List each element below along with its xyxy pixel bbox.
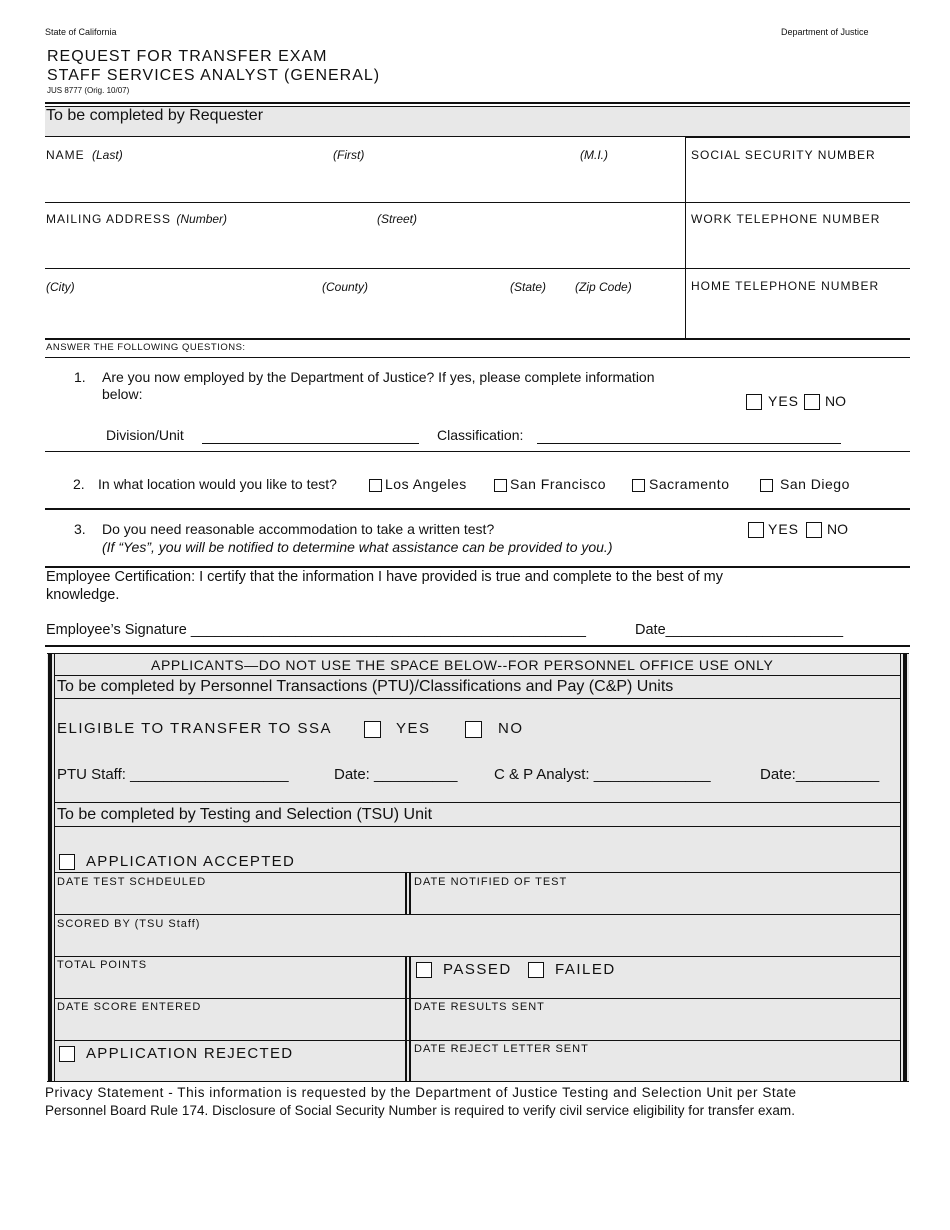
application-accepted-label: APPLICATION ACCEPTED: [86, 853, 296, 870]
eligible-yes-checkbox[interactable]: [364, 721, 381, 738]
total-points-field[interactable]: TOTAL POINTS: [57, 959, 148, 971]
divider: [45, 645, 910, 647]
divider: [55, 1040, 900, 1041]
failed-checkbox[interactable]: [528, 962, 544, 978]
divider: [45, 268, 910, 269]
q1-no-label: NO: [825, 393, 846, 409]
divider: [45, 357, 910, 358]
eligible-no-label: NO: [498, 720, 524, 737]
classification-label: Classification:: [437, 427, 524, 443]
date-reject-letter-field[interactable]: DATE REJECT LETTER SENT: [414, 1043, 589, 1055]
number-label: (Number): [176, 212, 228, 226]
date-score-entered-field[interactable]: DATE SCORE ENTERED: [57, 1001, 202, 1013]
city-field[interactable]: (City): [46, 280, 75, 294]
requester-section-title: To be completed by Requester: [46, 107, 264, 124]
form-title-line2: STAFF SERVICES ANALYST (GENERAL): [47, 67, 381, 84]
q1-yes-checkbox[interactable]: [746, 394, 762, 410]
divider: [409, 872, 411, 914]
divider: [45, 451, 910, 452]
divider: [55, 998, 900, 999]
zip-field[interactable]: (Zip Code): [575, 280, 632, 294]
first-name-label: (First): [333, 148, 365, 162]
passed-checkbox[interactable]: [416, 962, 432, 978]
ssn-field[interactable]: SOCIAL SECURITY NUMBER: [691, 148, 876, 162]
q3-yes-label: YES: [768, 521, 800, 537]
divider: [45, 102, 910, 104]
q3-no-label: NO: [827, 521, 848, 537]
divider: [47, 653, 909, 654]
division-unit-input[interactable]: [202, 443, 419, 444]
application-rejected-label: APPLICATION REJECTED: [86, 1045, 294, 1062]
mailing-address-label: MAILING ADDRESS: [46, 212, 172, 226]
last-name-label: (Last): [92, 148, 123, 162]
questions-heading: ANSWER THE FOLLOWING QUESTIONS:: [46, 342, 246, 353]
certification-text: Employee Certification: I certify that the information I have provided is true and complete to the best of my: [46, 569, 724, 585]
division-unit-label: Division/Unit: [106, 427, 184, 443]
passed-label: PASSED: [443, 961, 512, 978]
san-diego-checkbox[interactable]: [760, 479, 773, 492]
question-1-number: 1.: [74, 369, 86, 385]
divider: [405, 872, 407, 914]
tsu-section-title: To be completed by Testing and Selection (TSU) Unit: [57, 806, 433, 823]
certification-text-cont: knowledge.: [46, 587, 120, 603]
question-1-text: Are you now employed by the Department of Justice? If yes, please complete information: [102, 369, 655, 385]
office-use-banner: APPLICANTS—DO NOT USE THE SPACE BELOW--FOR PERSONNEL OFFICE USE ONLY: [151, 657, 774, 673]
divider: [45, 508, 910, 510]
form-title-line1: REQUEST FOR TRANSFER EXAM: [47, 48, 328, 65]
divider: [55, 698, 900, 699]
divider: [55, 802, 900, 803]
divider: [55, 826, 900, 827]
q1-yes-label: YES: [768, 393, 800, 409]
q3-no-checkbox[interactable]: [806, 522, 822, 538]
work-phone-field[interactable]: WORK TELEPHONE NUMBER: [691, 212, 881, 226]
employee-date-field[interactable]: Date______________________: [635, 622, 844, 638]
sacramento-checkbox[interactable]: [632, 479, 645, 492]
name-field[interactable]: [46, 148, 123, 162]
scored-by-field[interactable]: SCORED BY (TSU Staff): [57, 918, 201, 930]
employee-signature-field[interactable]: Employee’s Signature _________________________________________________: [46, 622, 586, 638]
divider: [55, 914, 900, 915]
privacy-statement-cont: Personnel Board Rule 174. Disclosure of Social Security Number is required to verify civil service eligibility for transfer exam.: [45, 1103, 795, 1118]
los-angeles-checkbox[interactable]: [369, 479, 382, 492]
name-label: NAME: [46, 148, 85, 162]
cp-analyst-field[interactable]: C & P Analyst: ______________: [494, 766, 711, 783]
ptu-section-title: To be completed by Personnel Transactions (PTU)/Classifications and Pay (C&P) Units: [57, 678, 674, 695]
divider: [405, 956, 407, 1081]
middle-initial-label: (M.I.): [580, 148, 608, 162]
application-rejected-checkbox[interactable]: [59, 1046, 75, 1062]
eligible-no-checkbox[interactable]: [465, 721, 482, 738]
los-angeles-label: Los Angeles: [385, 476, 467, 492]
question-1-text-cont: below:: [102, 386, 143, 402]
eligible-label: ELIGIBLE TO TRANSFER TO SSA: [57, 720, 333, 737]
divider: [55, 675, 900, 676]
divider: [685, 137, 686, 338]
divider: [903, 653, 907, 1081]
form-number: JUS 8777 (Orig. 10/07): [47, 86, 130, 95]
date-test-scheduled-field[interactable]: DATE TEST SCHDEULED: [57, 876, 207, 888]
divider: [409, 956, 411, 1081]
question-2-text: In what location would you like to test?: [98, 476, 337, 492]
question-3-note: (If “Yes”, you will be notified to determine what assistance can be provided to you.): [102, 539, 613, 555]
divider: [55, 956, 900, 957]
state-label: State of California: [45, 27, 117, 37]
date-notified-field[interactable]: DATE NOTIFIED OF TEST: [414, 876, 568, 888]
mailing-address-field[interactable]: [46, 212, 227, 226]
failed-label: FAILED: [555, 961, 616, 978]
san-diego-label: San Diego: [780, 476, 850, 492]
divider: [54, 653, 55, 1081]
department-label: Department of Justice: [781, 27, 869, 37]
privacy-statement: Privacy Statement - This information is requested by the Department of Justice Testing and Selection Unit per State: [45, 1085, 797, 1100]
home-phone-field[interactable]: HOME TELEPHONE NUMBER: [691, 279, 880, 293]
eligible-yes-label: YES: [396, 720, 431, 737]
sacramento-label: Sacramento: [649, 476, 730, 492]
ptu-date-field[interactable]: Date: __________: [334, 766, 458, 783]
divider: [900, 653, 901, 1081]
street-label: (Street): [377, 212, 418, 226]
san-francisco-checkbox[interactable]: [494, 479, 507, 492]
san-francisco-label: San Francisco: [510, 476, 606, 492]
divider: [45, 338, 910, 340]
divider: [55, 872, 900, 873]
cp-date-field[interactable]: Date:__________: [760, 766, 880, 783]
state-field[interactable]: (State): [510, 280, 547, 294]
question-2-number: 2.: [73, 476, 85, 492]
divider: [45, 566, 910, 568]
question-3-text: Do you need reasonable accommodation to take a written test?: [102, 521, 495, 537]
divider: [47, 1081, 909, 1082]
divider: [48, 653, 52, 1081]
ptu-staff-field[interactable]: PTU Staff: ___________________: [57, 766, 289, 783]
county-field[interactable]: (County): [322, 280, 369, 294]
divider: [45, 202, 910, 203]
question-3-number: 3.: [74, 521, 86, 537]
q1-no-checkbox[interactable]: [804, 394, 820, 410]
date-results-sent-field[interactable]: DATE RESULTS SENT: [414, 1001, 545, 1013]
divider: [685, 137, 910, 138]
application-accepted-checkbox[interactable]: [59, 854, 75, 870]
classification-input[interactable]: [537, 443, 841, 444]
q3-yes-checkbox[interactable]: [748, 522, 764, 538]
